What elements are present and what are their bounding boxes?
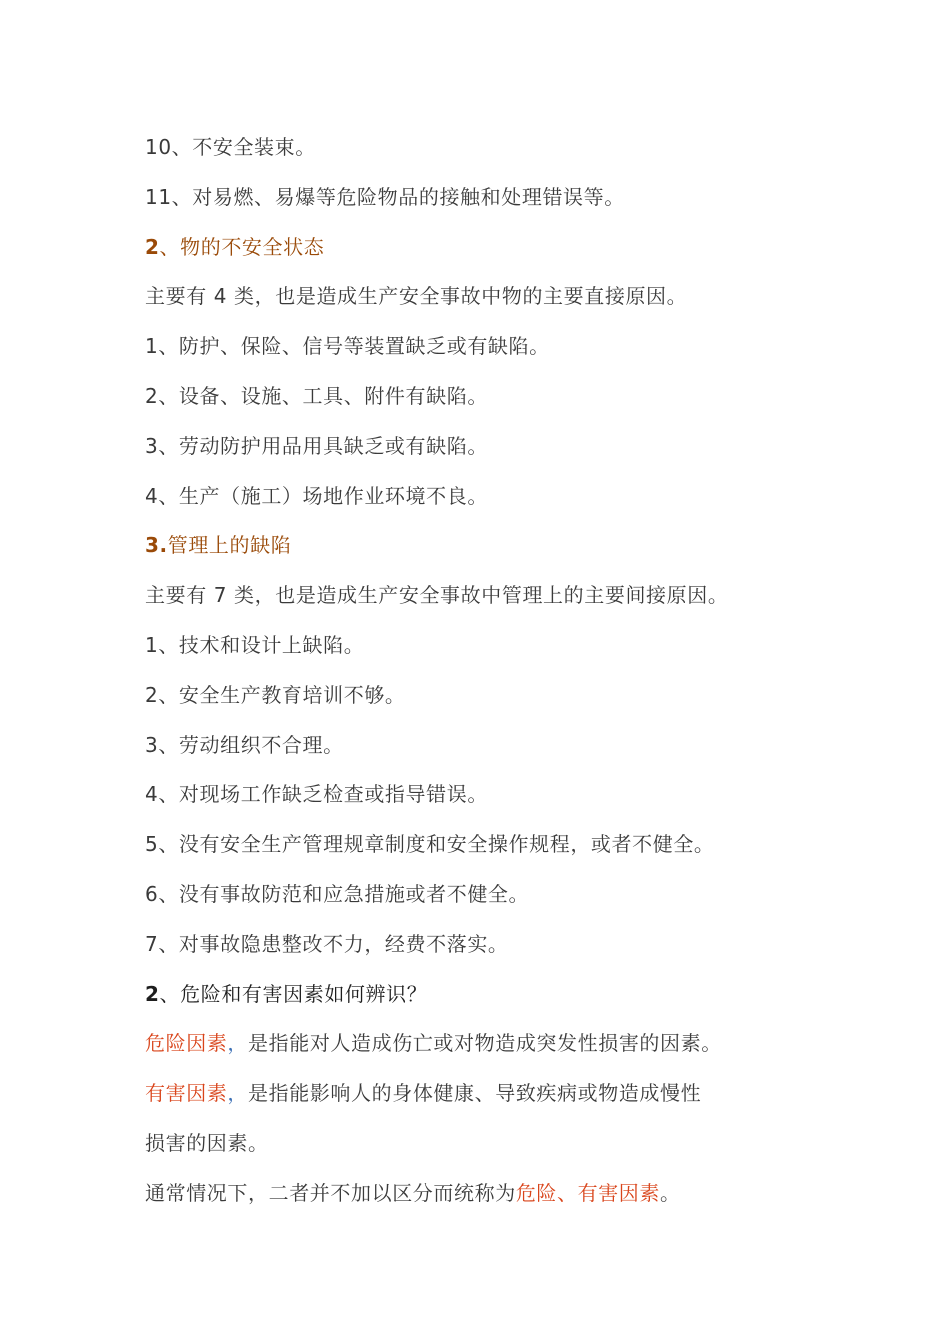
list-item: 10、不安全装束。 [145, 135, 316, 159]
list-item: 1、技术和设计上缺陷。 [145, 632, 365, 657]
definition-harm [145, 1069, 825, 1119]
list-item: 6、没有事故防范和应急措施或者不健全。 [145, 881, 530, 906]
list-item: 1、防护、保险、信号等装置缺乏或有缺陷。 [145, 334, 550, 359]
document-page [145, 123, 825, 1219]
list-item: 3、劳动组织不合理。 [145, 732, 344, 757]
section-heading-management-defects [145, 521, 825, 571]
definition-danger [145, 1019, 825, 1069]
summary-line [145, 1169, 825, 1219]
question-number: 2 [145, 981, 160, 1006]
term-comma: ， [227, 1031, 249, 1056]
section-heading-unsafe-state [145, 223, 825, 273]
section-title: 、物的不安全状态 [159, 234, 325, 259]
summary-end: 。 [660, 1180, 681, 1205]
section-intro: 主要有 7 类，也是造成生产安全事故中管理上的主要间接原因。 [145, 583, 729, 608]
term-combined: 危险、有害因素 [515, 1180, 661, 1205]
definition-text: 是指能对人造成伤亡或对物造成突发性损害的因素。 [248, 1031, 722, 1056]
section-intro: 主要有 4 类，也是造成生产安全事故中物的主要直接原因。 [145, 284, 688, 309]
definition-harm-continued: 损害的因素。 [145, 1130, 269, 1155]
list-item: 7、对事故隐患整改不力，经费不落实。 [145, 931, 509, 956]
term-comma: ， [227, 1081, 249, 1106]
term-danger: 危险因素 [145, 1031, 228, 1056]
list-item: 3、劳动防护用品用具缺乏或有缺陷。 [145, 433, 488, 458]
summary-text: 通常情况下，二者并不加以区分而统称为 [145, 1180, 516, 1205]
question-heading [145, 970, 825, 1020]
list-item: 4、对现场工作缺乏检查或指导错误。 [145, 782, 488, 807]
section-number: 3. [145, 533, 168, 558]
list-item: 2、安全生产教育培训不够。 [145, 682, 406, 707]
question-text: 、危险和有害因素如何辨识？ [159, 981, 428, 1006]
section-number: 2 [145, 234, 160, 259]
term-harm: 有害因素 [145, 1081, 228, 1106]
section-title: 管理上的缺陷 [167, 533, 292, 558]
list-item: 2、设备、设施、工具、附件有缺陷。 [145, 383, 488, 408]
list-item: 5、没有安全生产管理规章制度和安全操作规程，或者不健全。 [145, 832, 715, 857]
list-item: 4、生产（施工）场地作业环境不良。 [145, 483, 488, 508]
list-item: 11、对易燃、易爆等危险物品的接触和处理错误等。 [145, 184, 625, 209]
definition-text: 是指能影响人的身体健康、导致疾病或物造成慢性 [248, 1081, 702, 1106]
